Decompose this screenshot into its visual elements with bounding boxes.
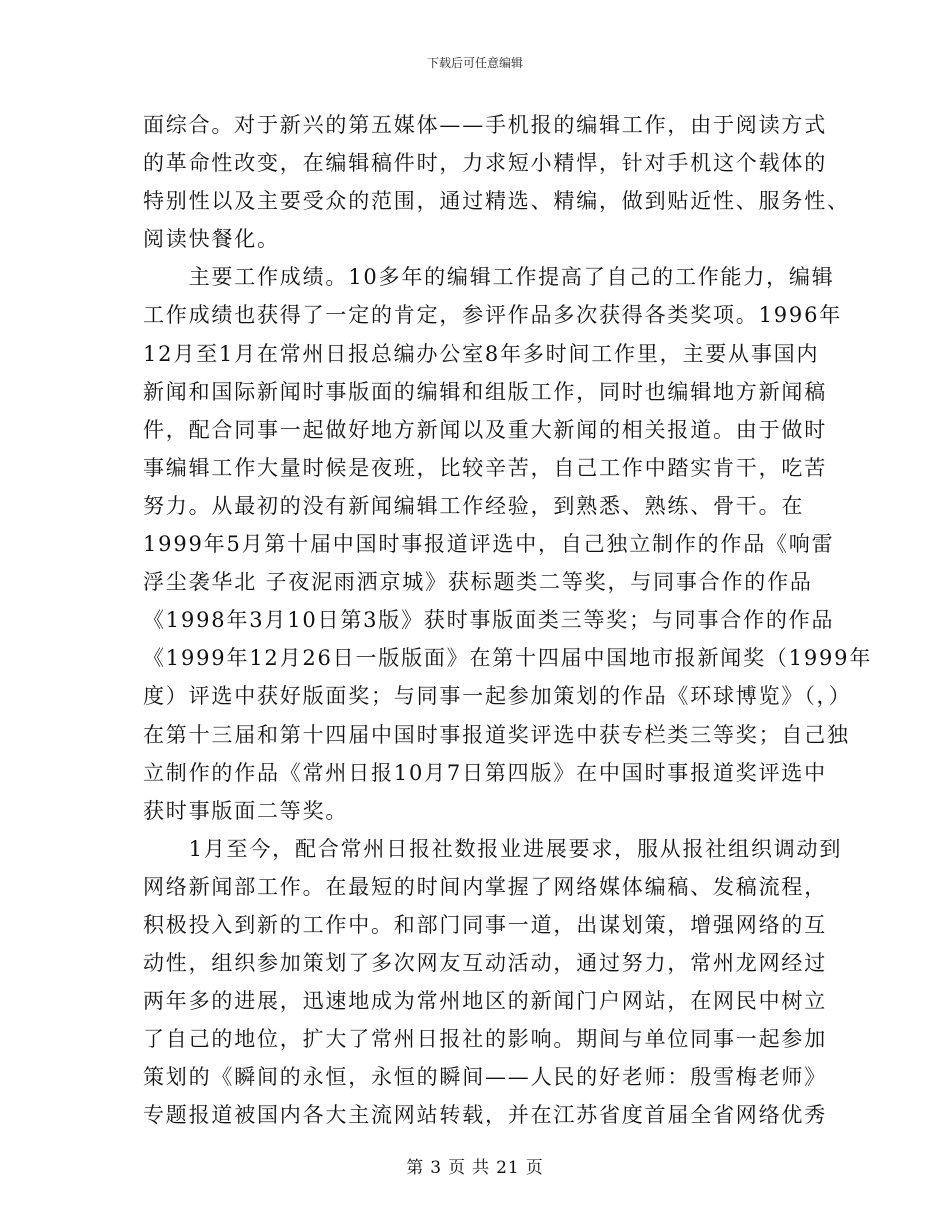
body-line: 1月至今，配合常州日报社数报业进展要求，服从报社组织调动到	[143, 836, 843, 861]
body-line: 了自己的地位，扩大了常州日报社的影响。期间与单位同事一起参加	[143, 1027, 827, 1052]
page-label-prefix: 第	[406, 1158, 425, 1178]
body-line: 努力。从最初的没有新闻编辑工作经验，到熟悉、熟练、骨干。在	[143, 493, 805, 518]
body-line: 在第十三届和第十四届中国时事报道奖评选中获专栏类三等奖；自己独	[143, 722, 850, 747]
body-line: 事编辑工作大量时候是夜班，比较辛苦，自己工作中踏实肯干，吃苦	[143, 455, 827, 480]
page-label-mid: 页	[448, 1158, 467, 1178]
body-line: 的革命性改变，在编辑稿件时，力求短小精悍，针对手机这个载体的	[143, 151, 827, 176]
body-line: 1999年5月第十届中国时事报道评选中，自己独立制作的作品《响雷	[143, 532, 835, 557]
body-line: 12月至1月在常州日报总编办公室8年多时间工作里，主要从事国内	[143, 341, 820, 366]
body-line: 面综合。对于新兴的第五媒体——手机报的编辑工作，由于阅读方式	[143, 113, 827, 137]
body-line: 阅读快餐化。	[143, 227, 280, 252]
body-line: 新闻和国际新闻时事版面的编辑和组版工作，同时也编辑地方新闻稿	[143, 379, 827, 404]
total-label: 共	[472, 1158, 491, 1178]
document-body	[143, 106, 873, 1135]
body-line: 度）评选中获好版面奖；与同事一起参加策划的作品《环球博览》（，）	[143, 684, 852, 709]
total-page-count: 21	[496, 1158, 520, 1178]
current-page-number: 3	[430, 1158, 443, 1178]
body-line: 网络新闻部工作。在最短的时间内掌握了网络媒体编稿、发稿流程，	[143, 874, 827, 899]
body-line: 浮尘袭华北 子夜泥雨洒京城》获标题类二等奖，与同事合作的作品	[143, 570, 813, 595]
header-note: 下载后可任意编辑	[426, 56, 523, 70]
body-line: 动性，组织参加策划了多次网友互动活动，通过努力，常州龙网经过	[143, 951, 827, 976]
body-line: 积极投入到新的工作中。和部门同事一道，出谋划策，增强网络的互	[143, 912, 827, 937]
page-number-footer	[0, 1153, 950, 1178]
page-label-suffix: 页	[525, 1158, 544, 1178]
body-line: 《1998年3月10日第3版》获时事版面类三等奖；与同事合作的作品	[143, 608, 835, 633]
body-line: 件，配合同事一起做好地方新闻以及重大新闻的相关报道。由于做时	[143, 417, 827, 442]
body-line: 《1999年12月26日一版版面》在第十四届中国地市报新闻奖（1999年	[143, 646, 873, 671]
body-line: 工作成绩也获得了一定的肯定，参评作品多次获得各类奖项。1996年	[143, 303, 843, 328]
body-line: 两年多的进展，迅速地成为常州地区的新闻门户网站，在网民中树立	[143, 989, 827, 1014]
body-line: 专题报道被国内各大主流网站转载，并在江苏省度首届全省网络优秀	[143, 1103, 827, 1128]
body-line: 获时事版面二等奖。	[143, 798, 349, 823]
body-line: 特别性以及主要受众的范围，通过精选、精编，做到贴近性、服务性、	[143, 189, 850, 214]
body-line: 主要工作成绩。10多年的编辑工作提高了自己的工作能力，编辑	[143, 265, 835, 290]
body-line: 策划的《瞬间的永恒，永恒的瞬间——人民的好老师：殷雪梅老师》	[143, 1065, 827, 1090]
body-line: 立制作的作品《常州日报10月7日第四版》在中国时事报道奖评选中	[143, 760, 827, 785]
